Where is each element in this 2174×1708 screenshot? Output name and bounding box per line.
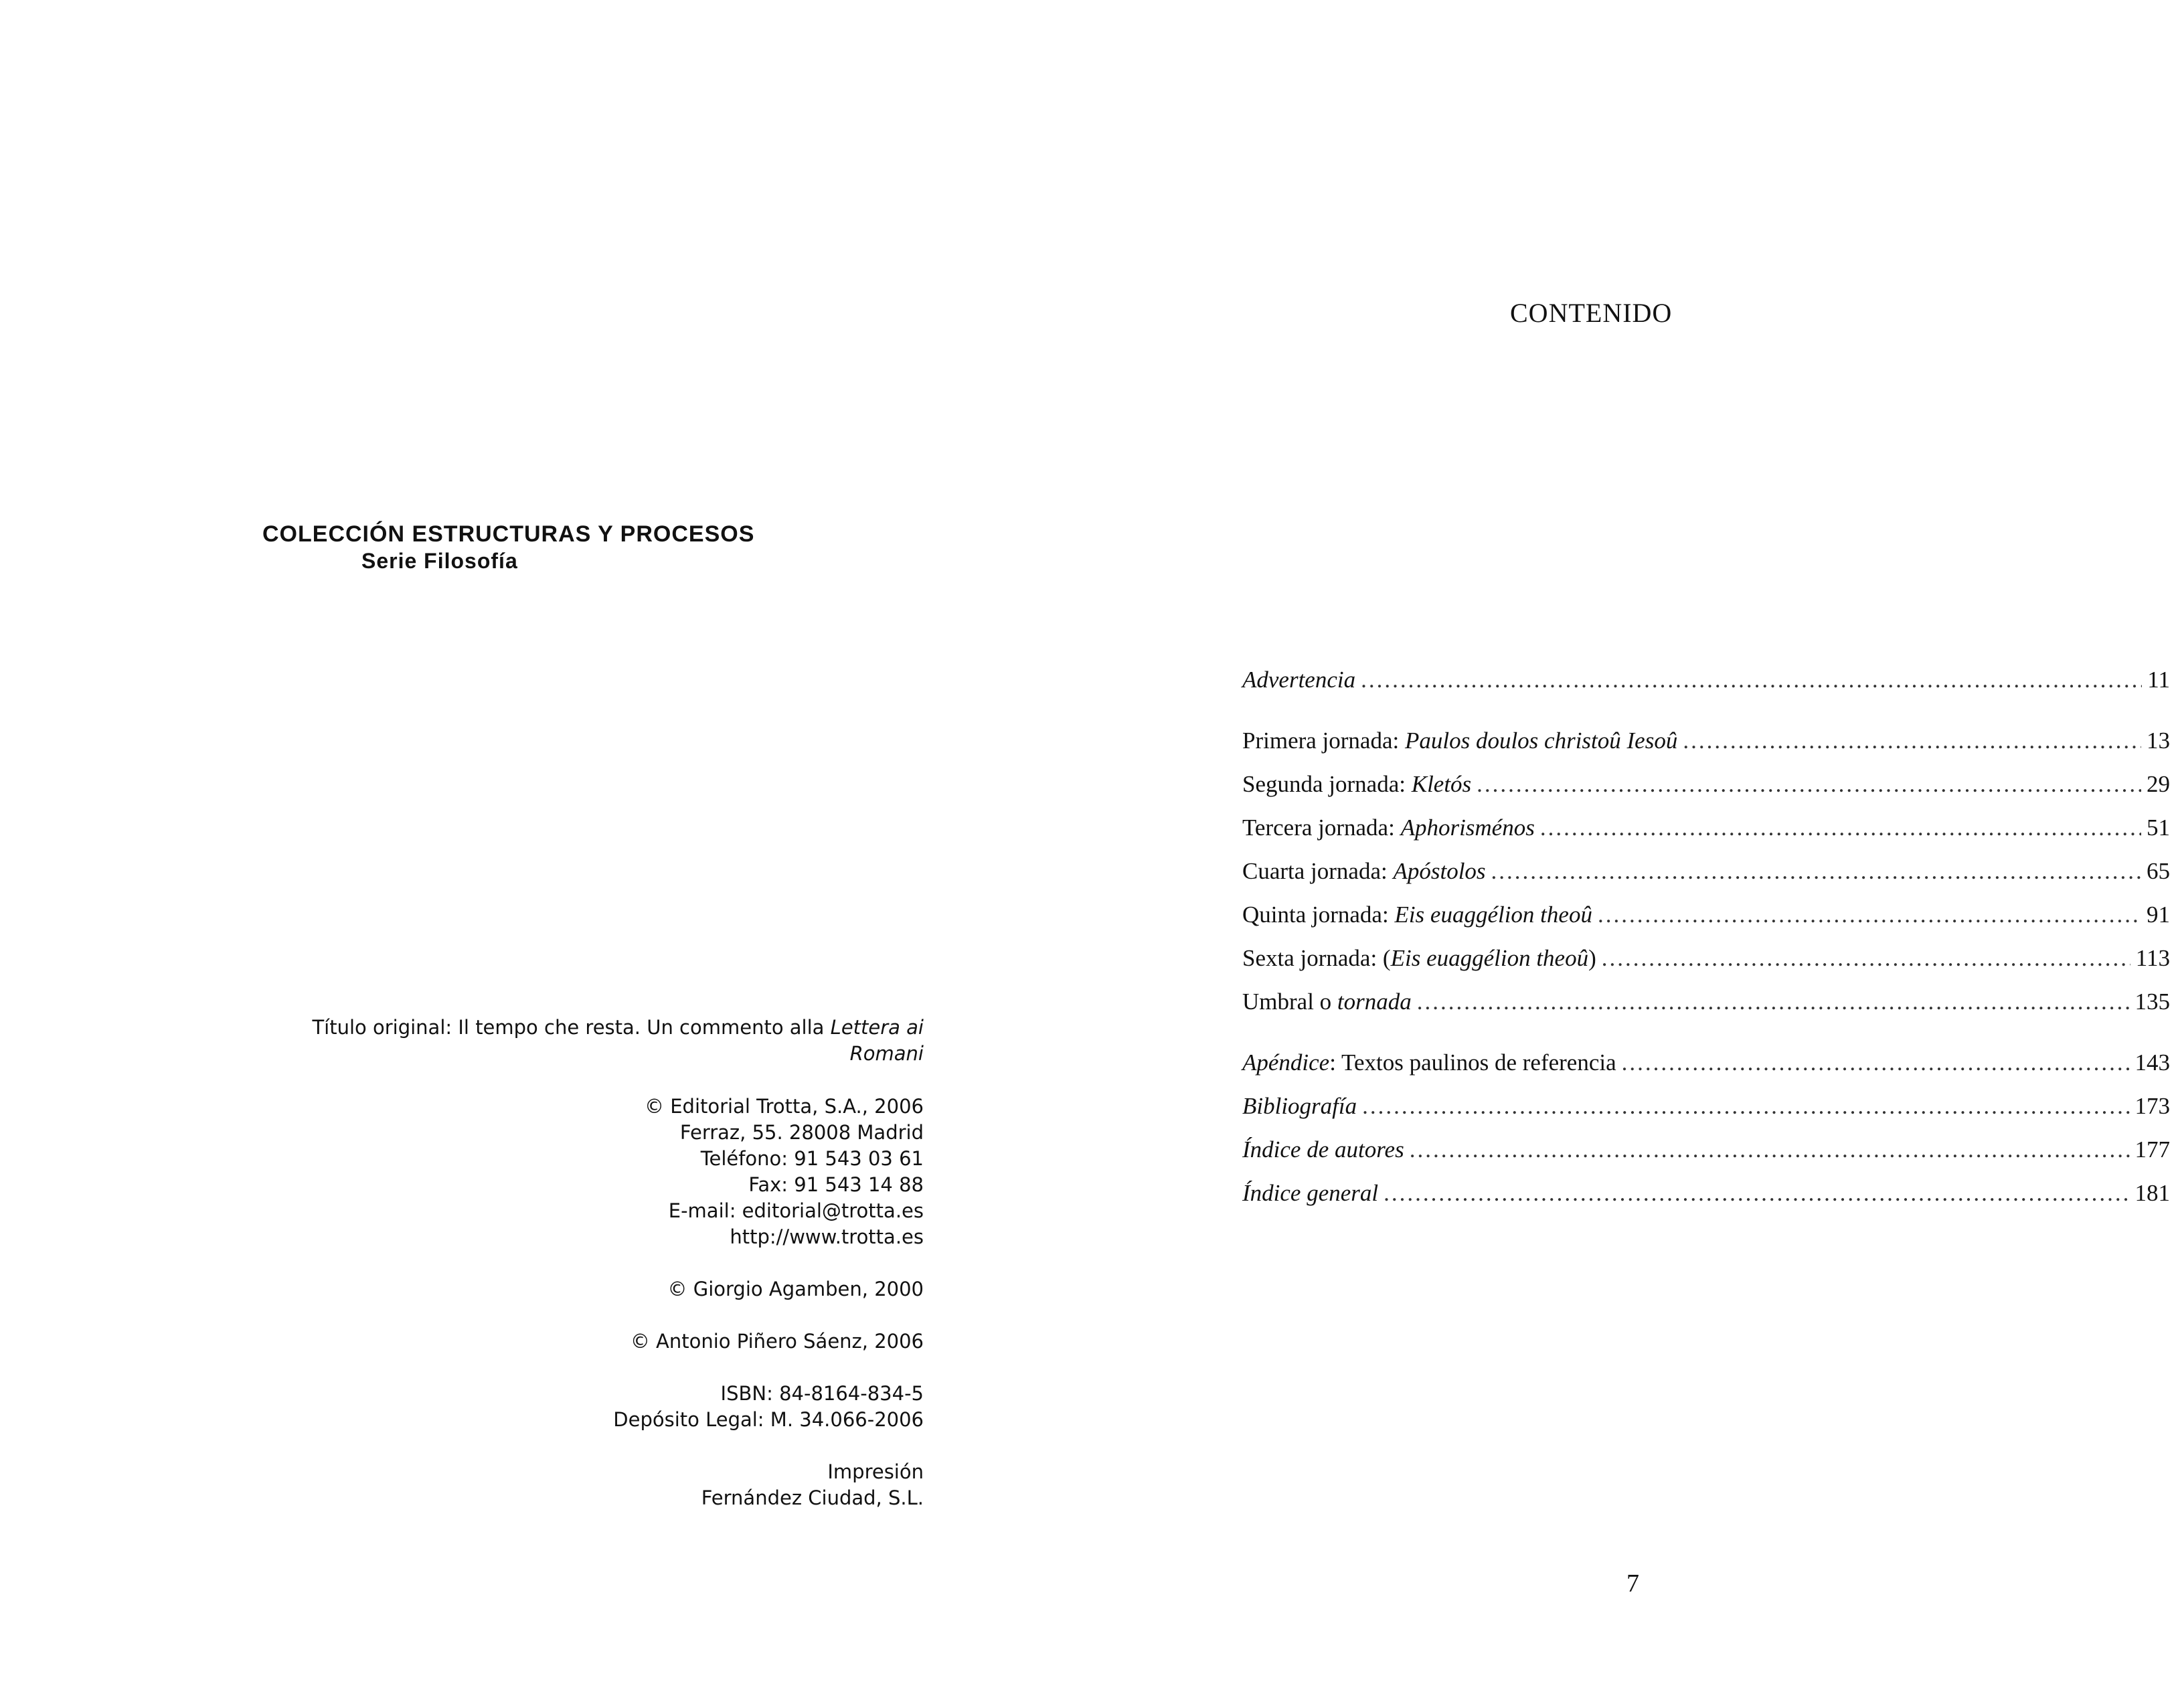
toc-entry bbox=[1242, 858, 2170, 902]
publisher-fax: Fax: 91 543 14 88 bbox=[748, 1173, 924, 1196]
toc-entry-label bbox=[1242, 667, 1355, 693]
page-number: 7 bbox=[1626, 1569, 1639, 1598]
toc-entry-prefix: Cuarta jornada: bbox=[1242, 858, 1394, 884]
toc-entry bbox=[1242, 815, 2170, 858]
toc-entry-label bbox=[1242, 1093, 1357, 1120]
toc-entry-prefix: Sexta jornada: ( bbox=[1242, 945, 1391, 971]
collection-heading bbox=[262, 521, 754, 574]
toc-leader-dots bbox=[1491, 858, 2141, 885]
toc-entry-prefix: Quinta jornada: bbox=[1242, 902, 1395, 928]
toc-entry-label bbox=[1242, 728, 1677, 754]
toc-entry-label bbox=[1242, 989, 1412, 1015]
toc-entry-label bbox=[1242, 902, 1592, 928]
toc-page-number: 91 bbox=[2147, 902, 2170, 928]
toc-entry bbox=[1242, 771, 2170, 815]
original-title bbox=[254, 1015, 924, 1067]
copyright-translator: © Antonio Piñero Sáenz, 2006 bbox=[630, 1330, 924, 1353]
publisher-email: E-mail: editorial@trotta.es bbox=[668, 1199, 924, 1222]
publisher-phone: Teléfono: 91 543 03 61 bbox=[700, 1147, 924, 1170]
toc-page-number: 143 bbox=[2135, 1049, 2170, 1076]
toc-entry-italic: Advertencia bbox=[1242, 667, 1356, 693]
toc-entry-italic: Bibliografía bbox=[1242, 1093, 1357, 1119]
series-name: Serie Filosofía bbox=[361, 549, 518, 573]
toc-leader-dots bbox=[1384, 1180, 2129, 1207]
credits-block bbox=[254, 1015, 924, 1511]
toc-entry-prefix: Primera jornada: bbox=[1242, 728, 1405, 754]
toc-entry bbox=[1242, 1180, 2170, 1223]
toc-page-number: 11 bbox=[2147, 667, 2170, 693]
toc-entry-label bbox=[1242, 1180, 1378, 1207]
toc-leader-dots bbox=[1417, 989, 2130, 1015]
table-of-contents bbox=[1242, 667, 2170, 1223]
copyright-author: © Giorgio Agamben, 2000 bbox=[667, 1278, 924, 1300]
legal-deposit: Depósito Legal: M. 34.066-2006 bbox=[613, 1408, 924, 1431]
toc-entry-prefix: Umbral o bbox=[1242, 989, 1337, 1015]
toc-entry-label bbox=[1242, 1049, 1616, 1076]
toc-entry-italic: Eis euaggélion theoû bbox=[1390, 945, 1589, 971]
toc-page-number: 29 bbox=[2147, 771, 2170, 797]
toc-leader-dots bbox=[1602, 945, 2130, 972]
toc-page-number: 135 bbox=[2135, 989, 2170, 1015]
toc-entry-italic: Kletós bbox=[1411, 771, 1472, 797]
toc-page-number: 173 bbox=[2135, 1093, 2170, 1119]
toc-entry bbox=[1242, 1136, 2170, 1180]
toc-entry-prefix: Tercera jornada: bbox=[1242, 815, 1401, 841]
isbn: ISBN: 84-8164-834-5 bbox=[720, 1382, 924, 1405]
toc-page-number: 65 bbox=[2147, 858, 2170, 884]
toc-entry bbox=[1242, 1093, 2170, 1136]
toc-leader-dots bbox=[1683, 728, 2141, 754]
toc-entry bbox=[1242, 1049, 2170, 1093]
toc-leader-dots bbox=[1598, 902, 2141, 928]
original-title-prefix: Título original: Il tempo che resta. Un commento alla bbox=[312, 1016, 831, 1039]
toc-entry-italic: Paulos doulos christoû Iesoû bbox=[1404, 728, 1678, 754]
toc-entry-italic: Eis euaggélion theoû bbox=[1394, 902, 1592, 928]
collection-name: COLECCIÓN ESTRUCTURAS Y PROCESOS bbox=[262, 521, 755, 547]
toc-leader-dots bbox=[1477, 771, 2141, 798]
toc-entry-label bbox=[1242, 945, 1596, 972]
toc-entry-label bbox=[1242, 1136, 1404, 1163]
toc-leader-dots bbox=[1622, 1049, 2130, 1076]
toc-entry bbox=[1242, 989, 2170, 1032]
publisher-address: Ferraz, 55. 28008 Madrid bbox=[679, 1121, 924, 1144]
page-title: CONTENIDO bbox=[1510, 298, 1673, 328]
toc-entry-italic: Aphorisménos bbox=[1400, 815, 1535, 841]
toc-entry-label bbox=[1242, 771, 1471, 798]
toc-entry bbox=[1242, 667, 2170, 710]
toc-entry-italic: Apéndice bbox=[1242, 1049, 1330, 1076]
toc-page-number: 13 bbox=[2147, 728, 2170, 754]
toc-entry-suffix: ) bbox=[1588, 945, 1596, 971]
printer-name: Fernández Ciudad, S.L. bbox=[701, 1486, 924, 1509]
toc-leader-dots bbox=[1361, 667, 2142, 693]
toc-page-number: 51 bbox=[2147, 815, 2170, 841]
toc-page-number: 181 bbox=[2135, 1180, 2170, 1206]
toc-leader-dots bbox=[1362, 1093, 2129, 1120]
toc-entry-suffix: : Textos paulinos de referencia bbox=[1329, 1049, 1616, 1076]
toc-leader-dots bbox=[1540, 815, 2141, 841]
toc-entry-italic: tornada bbox=[1337, 989, 1412, 1015]
toc-entry-label bbox=[1242, 858, 1486, 885]
toc-entry-italic: Índice general bbox=[1242, 1180, 1379, 1206]
toc-entry bbox=[1242, 902, 2170, 945]
printing-label: Impresión bbox=[827, 1460, 924, 1483]
original-title-italic: Lettera ai Romani bbox=[830, 1016, 924, 1065]
publisher-website: http://www.trotta.es bbox=[730, 1225, 924, 1248]
printing-block bbox=[254, 1459, 924, 1511]
toc-entry-italic: Índice de autores bbox=[1242, 1136, 1404, 1163]
isbn-block bbox=[254, 1381, 924, 1433]
toc-page-number: 113 bbox=[2135, 945, 2170, 971]
toc-entry-prefix: Segunda jornada: bbox=[1242, 771, 1412, 797]
right-page bbox=[1087, 0, 2174, 1708]
publisher-line: © Editorial Trotta, S.A., 2006 bbox=[645, 1095, 924, 1118]
toc-entry-italic: Apóstolos bbox=[1393, 858, 1486, 884]
toc-leader-dots bbox=[1410, 1136, 2130, 1163]
toc-page-number: 177 bbox=[2135, 1136, 2170, 1163]
toc-entry bbox=[1242, 728, 2170, 771]
toc-entry-label bbox=[1242, 815, 1535, 841]
publisher-info bbox=[254, 1094, 924, 1250]
toc-entry bbox=[1242, 945, 2170, 989]
